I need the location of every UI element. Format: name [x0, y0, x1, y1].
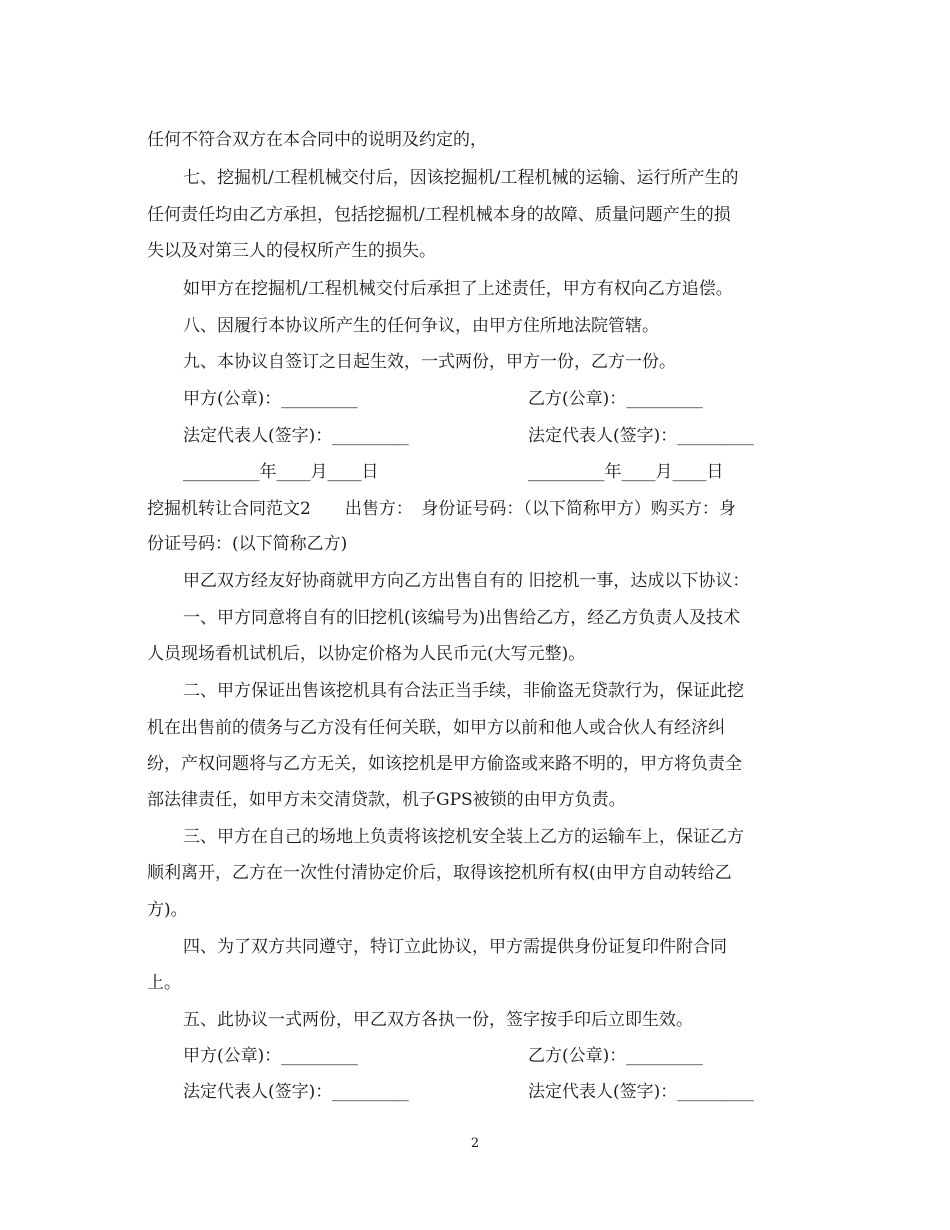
party-b-seal: 乙方(公章)：_________ — [528, 1046, 703, 1066]
text-line: 甲乙双方经友好协商就甲方向乙方出售自有的 旧挖机一事，达成以下协议： — [183, 571, 750, 591]
text-line: 顺利离开，乙方在一次性付清协定价后，取得该挖机所有权(由甲方自动转给乙 — [147, 863, 732, 883]
clause-5: 五、此协议一式两份，甲乙双方各执一份，签字按手印后立即生效。 — [183, 1010, 693, 1030]
party-b-representative: 法定代表人(签字)：_________ — [528, 1082, 754, 1102]
party-a-representative: 法定代表人(签字)：_________ — [183, 426, 409, 446]
contract-2-heading: 挖掘机转让合同范文2 出售方： 身份证号码：（以下简称甲方）购买方：身 — [147, 499, 736, 519]
clause-9: 九、本协议自签订之日起生效，一式两份，甲方一份，乙方一份。 — [183, 352, 676, 372]
text-line: 纷，产权问题将与乙方无关，如该挖机是甲方偷盗或来路不明的，甲方将负责全 — [147, 754, 742, 774]
page-number: 2 — [470, 1136, 480, 1151]
clause-1: 一、甲方同意将自有的旧挖机(该编号为)出售给乙方，经乙方负责人及技术 — [183, 608, 741, 628]
party-b-representative: 法定代表人(签字)：_________ — [528, 426, 754, 446]
text-line: 上。 — [147, 973, 181, 993]
party-b-seal: 乙方(公章)：_________ — [528, 389, 703, 409]
clause-2: 二、甲方保证出售该挖机具有合法正当手续，非偷盗无贷款行为，保证此挖 — [183, 681, 744, 701]
text-line: 机在出售前的债务与乙方没有任何关联，如甲方以前和他人或合伙人有经济纠 — [147, 718, 725, 738]
party-b-date: _________年____月____日 — [528, 462, 724, 482]
text-line: 方)。 — [147, 900, 188, 920]
text-line: 如甲方在挖掘机/工程机械交付后承担了上述责任，甲方有权向乙方追偿。 — [183, 279, 733, 299]
party-a-seal: 甲方(公章)：_________ — [183, 1046, 358, 1066]
text-line: 任何责任均由乙方承担，包括挖掘机/工程机械本身的故障、质量问题产生的损 — [147, 205, 731, 225]
clause-8: 八、因履行本协议所产生的任何争议，由甲方住所地法院管辖。 — [183, 316, 659, 336]
text-line: 份证号码：(以下简称乙方) — [147, 534, 348, 554]
clause-3: 三、甲方在自己的场地上负责将该挖机安全装上乙方的运输车上，保证乙方 — [183, 827, 744, 847]
text-line: 部法律责任，如甲方未交清贷款，机子GPS被锁的由甲方负责。 — [147, 790, 626, 810]
party-a-seal: 甲方(公章)：_________ — [183, 389, 358, 409]
party-a-date: _________年____月____日 — [183, 462, 379, 482]
text-line: 任何不符合双方在本合同中的说明及约定的， — [147, 130, 487, 150]
party-a-representative: 法定代表人(签字)：_________ — [183, 1082, 409, 1102]
text-line: 失以及对第三人的侵权所产生的损失。 — [147, 241, 436, 261]
clause-4: 四、为了双方共同遵守，特订立此协议，甲方需提供身份证复印件附合同 — [183, 937, 727, 957]
text-line: 人员现场看机试机后，以协定价格为人民币元(大写元整)。 — [147, 644, 586, 664]
clause-7: 七、挖掘机/工程机械交付后，因该挖掘机/工程机械的运输、运行所产生的 — [183, 168, 739, 188]
